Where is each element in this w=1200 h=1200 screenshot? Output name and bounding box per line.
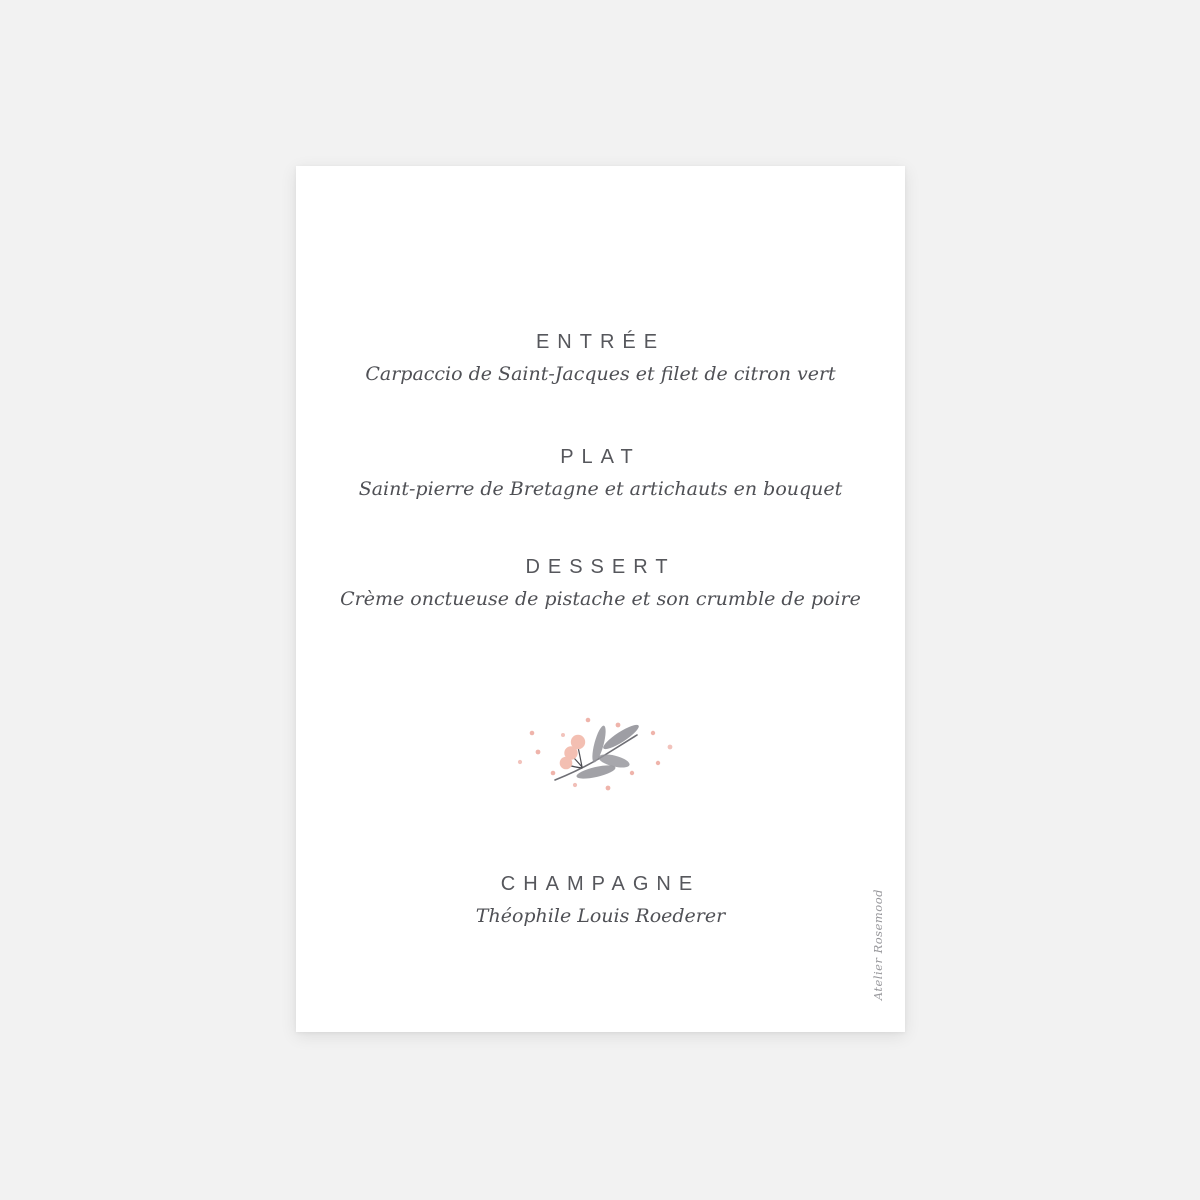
dessert-description: Crème onctueuse de pistache et son crumble de poire bbox=[340, 588, 861, 610]
printer-credit: Atelier Rosemood bbox=[871, 888, 885, 1000]
plat-heading: PLAT bbox=[560, 446, 641, 468]
plat-description: Saint-pierre de Bretagne et artichauts en bouquet bbox=[358, 478, 843, 500]
entree-description: Carpaccio de Saint-Jacques et filet de citron vert bbox=[365, 363, 836, 385]
entree-heading: ENTRÉE bbox=[535, 331, 666, 353]
section-champagne bbox=[296, 872, 905, 930]
section-plat bbox=[296, 445, 905, 503]
dessert-heading: DESSERT bbox=[525, 556, 676, 578]
section-entree bbox=[296, 330, 905, 388]
menu-card bbox=[296, 166, 905, 1032]
champagne-heading: CHAMPAGNE bbox=[500, 873, 701, 895]
section-dessert bbox=[296, 555, 905, 613]
watercolor-branch-with-berries-icon bbox=[485, 690, 715, 820]
champagne-description: Théophile Louis Roederer bbox=[475, 905, 726, 927]
